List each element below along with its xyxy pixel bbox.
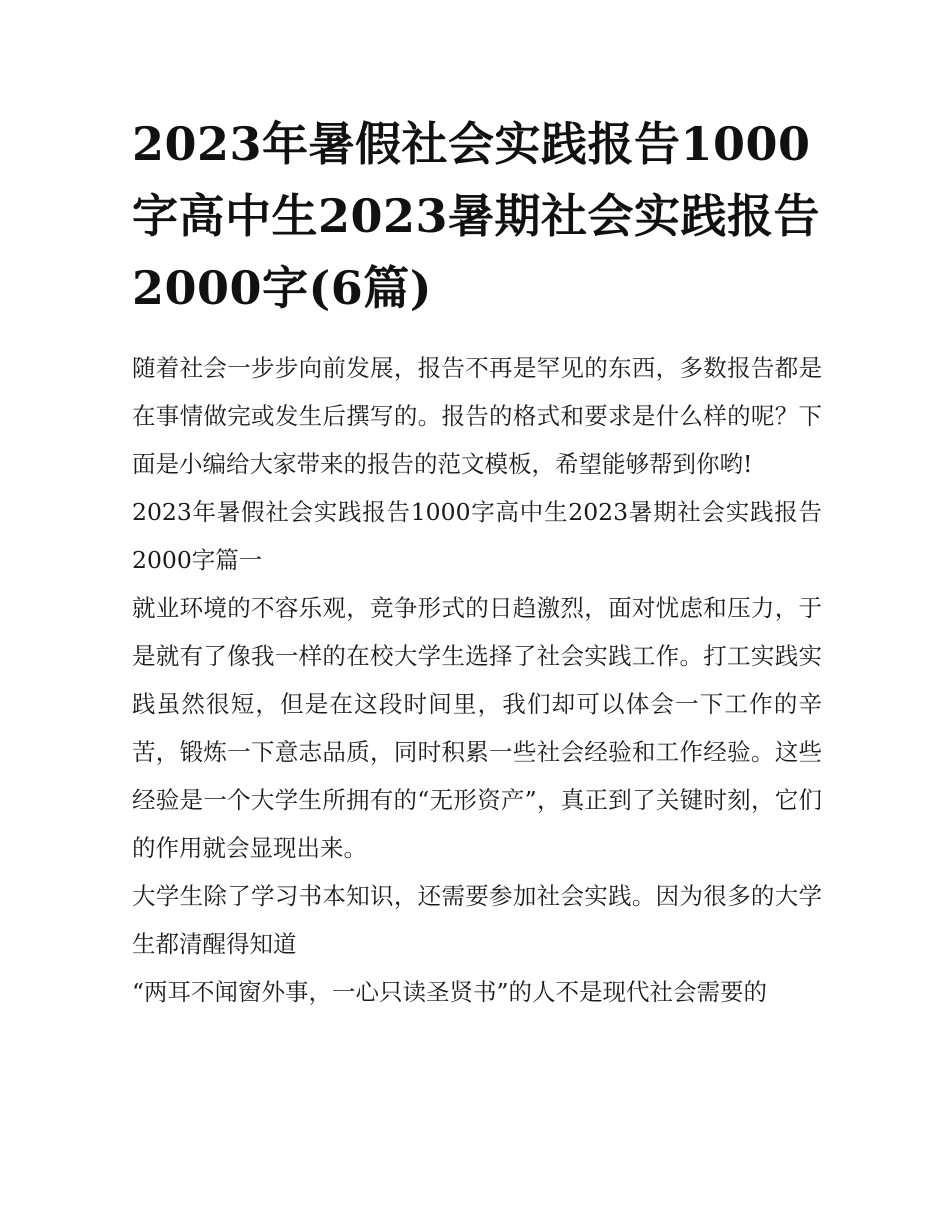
- paragraph-body-2: 大学生除了学习书本知识，还需要参加社会实践。因为很多的大学生都清醒得知道: [132, 882, 822, 958]
- page-title: 2023年暑假社会实践报告1000字高中生2023暑期社会实践报告2000字(6篇): [132, 117, 821, 315]
- paragraph-section-heading: 2023年暑假社会实践报告1000字高中生2023暑期社会实践报告2000字篇一: [132, 498, 822, 574]
- paragraph-body-3: “两耳不闻窗外事，一心只读圣贤书”的人不是现代社会需要的: [132, 978, 768, 1006]
- paragraph-intro: 随着社会一步步向前发展，报告不再是罕见的东西，多数报告都是在事情做完或发生后撰写的。报告的格式和要求是什么样的呢？下面是小编给大家带来的报告的范文模板，希望能够帮到你哟!: [132, 354, 822, 478]
- document-body: [132, 108, 822, 1016]
- paragraph-body-1: 就业环境的不容乐观，竞争形式的日趋激烈，面对忧虑和压力，于是就有了像我一样的在校大学生选择了社会实践工作。打工实践实践虽然很短，但是在这段时间里，我们却可以体会一下工作的辛苦，锻炼一下意志品质，同时积累一些社会经验和工作经验。这些经验是一个大学生所拥有的“无形资产”，真正到了关键时刻，它们的作用就会显现出来。: [132, 594, 822, 862]
